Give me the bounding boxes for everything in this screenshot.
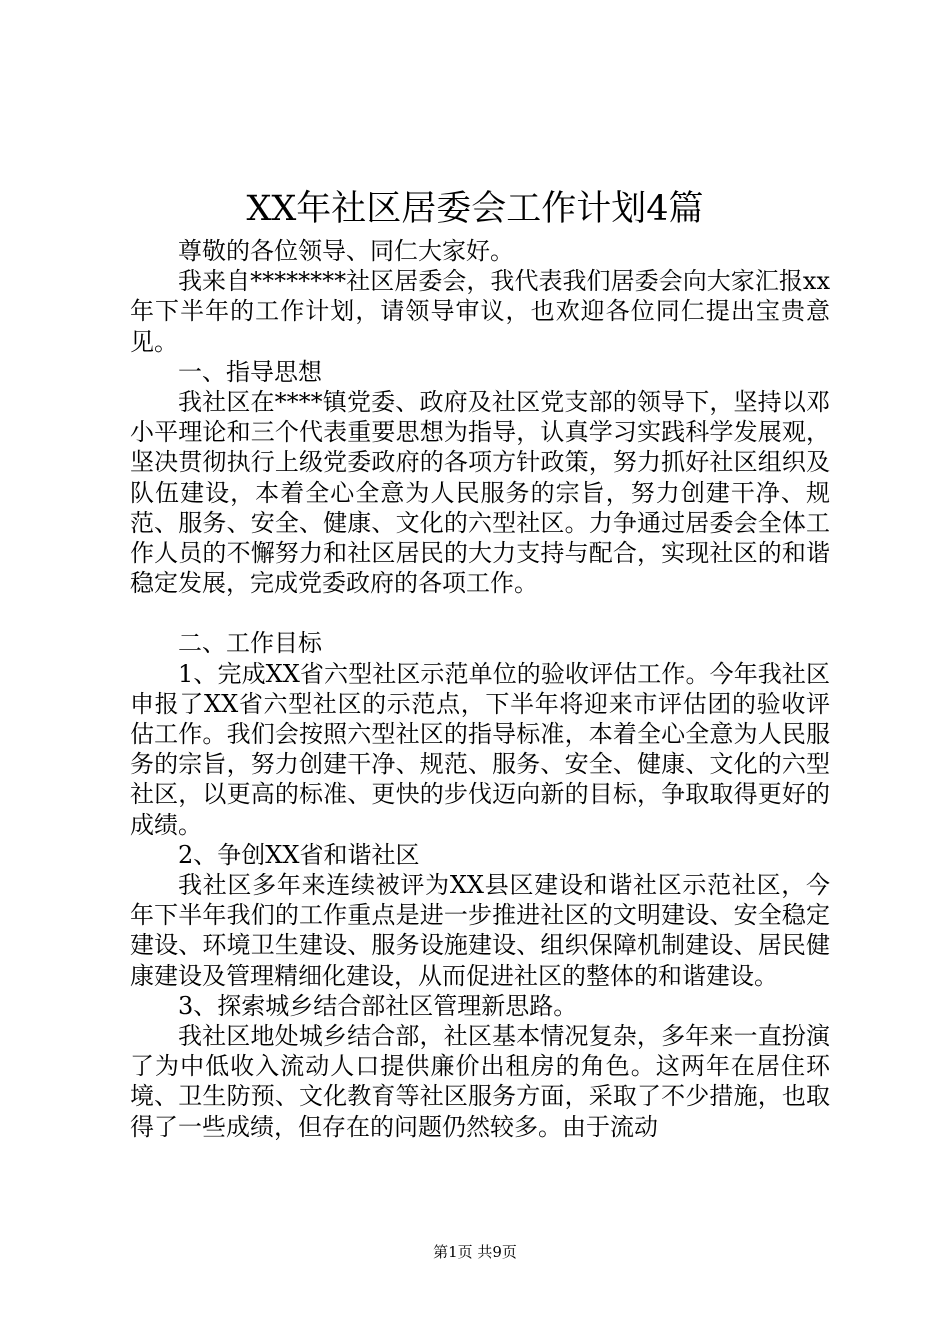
- paragraph-intro: 我来自********社区居委会，我代表我们居委会向大家汇报xx年下半年的工作计划，请领导审议，也欢迎各位同仁提出宝贵意见。: [130, 267, 830, 356]
- paragraph-guiding-ideology: 我社区在****镇党委、政府及社区党支部的领导下，坚持以邓小平理论和三个代表重要思想为指导，认真学习实践科学发展观，坚决贯彻执行上级党委政府的各项方针政策，努力抓好社区组织及队伍建设，本着全心全意为人民服务的宗旨，努力创建干净、规范、服务、安全、健康、文化的六型社区。力争通过居委会全体工作人员的不懈努力和社区居民的大力支持与配合，实现社区的和谐稳定发展，完成党委政府的各项工作。: [130, 388, 830, 598]
- page-number-footer: 第1页 共9页: [433, 1243, 517, 1261]
- paragraph-goal-1: 1、完成XX省六型社区示范单位的验收评估工作。今年我社区申报了XX省六型社区的示范点，下半年将迎来市评估团的验收评估工作。我们会按照六型社区的指导标准，本着全心全意为人民服务的宗旨，努力创建干净、规范、服务、安全、健康、文化的六型社区，以更高的标准、更快的步伐迈向新的目标，争取取得更好的成绩。: [130, 659, 830, 839]
- paragraph-goal-2: 我社区多年来连续被评为XX县区建设和谐社区示范社区，今年下半年我们的工作重点是进一步推进社区的文明建设、安全稳定建设、环境卫生建设、服务设施建设、组织保障机制建设、居民健康建设及管理精细化建设，从而促进社区的整体的和谐建设。: [130, 871, 830, 990]
- subheading-goal-3: 3、探索城乡结合部社区管理新思路。: [178, 991, 578, 1020]
- document-title: XX年社区居委会工作计划4篇: [246, 189, 704, 229]
- paragraph-greeting: 尊敬的各位领导、同仁大家好。: [178, 237, 514, 265]
- paragraph-goal-3: 我社区地处城乡结合部，社区基本情况复杂，多年来一直扮演了为中低收入流动人口提供廉价出租房的角色。这两年在居住环境、卫生防预、文化教育等社区服务方面，采取了不少措施，也取得了一些成绩，但存在的问题仍然较多。由于流动: [130, 1022, 830, 1141]
- document-body: [130, 236, 830, 1142]
- section-heading-guiding-ideology: 一、指导思想: [178, 357, 322, 386]
- section-heading-work-goals: 二、工作目标: [178, 629, 322, 658]
- subheading-goal-2: 2、争创XX省和谐社区: [178, 840, 420, 869]
